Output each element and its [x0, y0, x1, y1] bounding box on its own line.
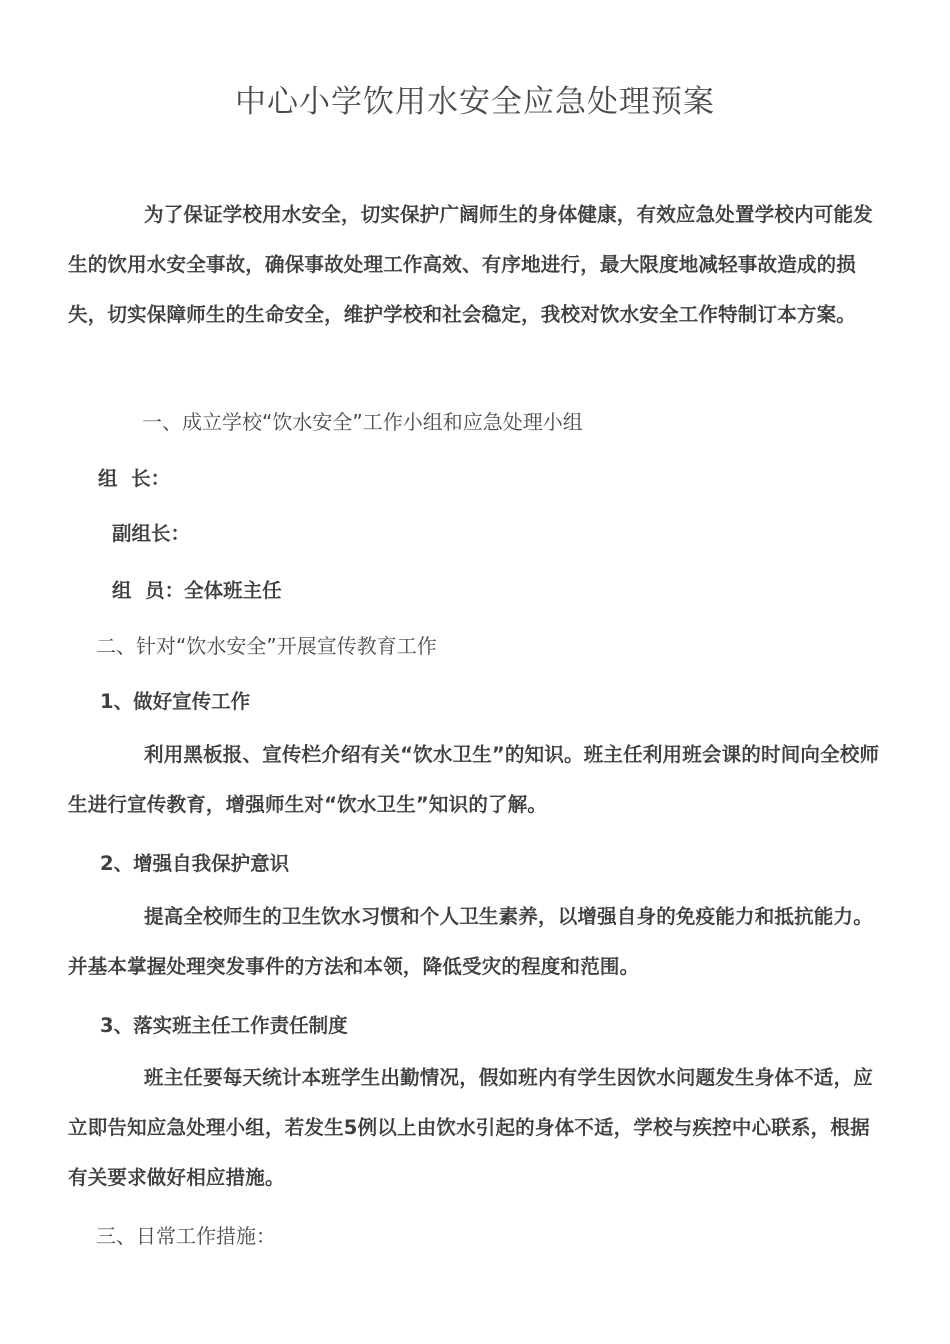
item2-title: 2、增强自我保护意识 [100, 852, 290, 875]
document-title: 中心小学饮用水安全应急处理预案 [235, 84, 715, 120]
item3-title: 3、落实班主任工作责任制度 [100, 1014, 348, 1037]
intro-paragraph: 为了保证学校用水安全，切实保护广阔师生的身体健康，有效应急处置学校内可能发生的饮用水安全事故，确保事故处理工作高效、有序地进行，最大限度地减轻事故造成的损失，切实保障师生的生命安全，维护学校和社会稳定，我校对饮水安全工作特制订本方案。 [68, 203, 873, 326]
item2-body: 提高全校师生的卫生饮水习惯和个人卫生素养，以增强自身的免疫能力和抵抗能力。并基本掌握处理突发事件的方法和本领，降低受灾的程度和范围。 [68, 905, 873, 978]
section3-heading: 三、日常工作措施： [96, 1224, 276, 1248]
group-deputy-label: 副组长： [112, 522, 191, 545]
section2-heading: 二、针对“饮水安全”开展宣传教育工作 [96, 634, 437, 658]
item1-body: 利用黑板报、宣传栏介绍有关“饮水卫生”的知识。班主任利用班会课的时间向全校师生进行宣传教育，增强师生对“饮水卫生”知识的了解。 [68, 743, 880, 816]
section1-heading: 一、成立学校“饮水安全”工作小组和应急处理小组 [142, 410, 583, 434]
group-leader-label: 组 长： [98, 467, 171, 490]
group-members-label: 组 员：全体班主任 [112, 579, 282, 602]
item1-title: 1、做好宣传工作 [100, 690, 251, 713]
item3-body: 班主任要每天统计本班学生出勤情况，假如班内有学生因饮水问题发生身体不适，应立即告知应急处理小组，若发生5例以上由饮水引起的身体不适，学校与疾控中心联系，根据有关要求做好相应措施。 [68, 1066, 873, 1189]
